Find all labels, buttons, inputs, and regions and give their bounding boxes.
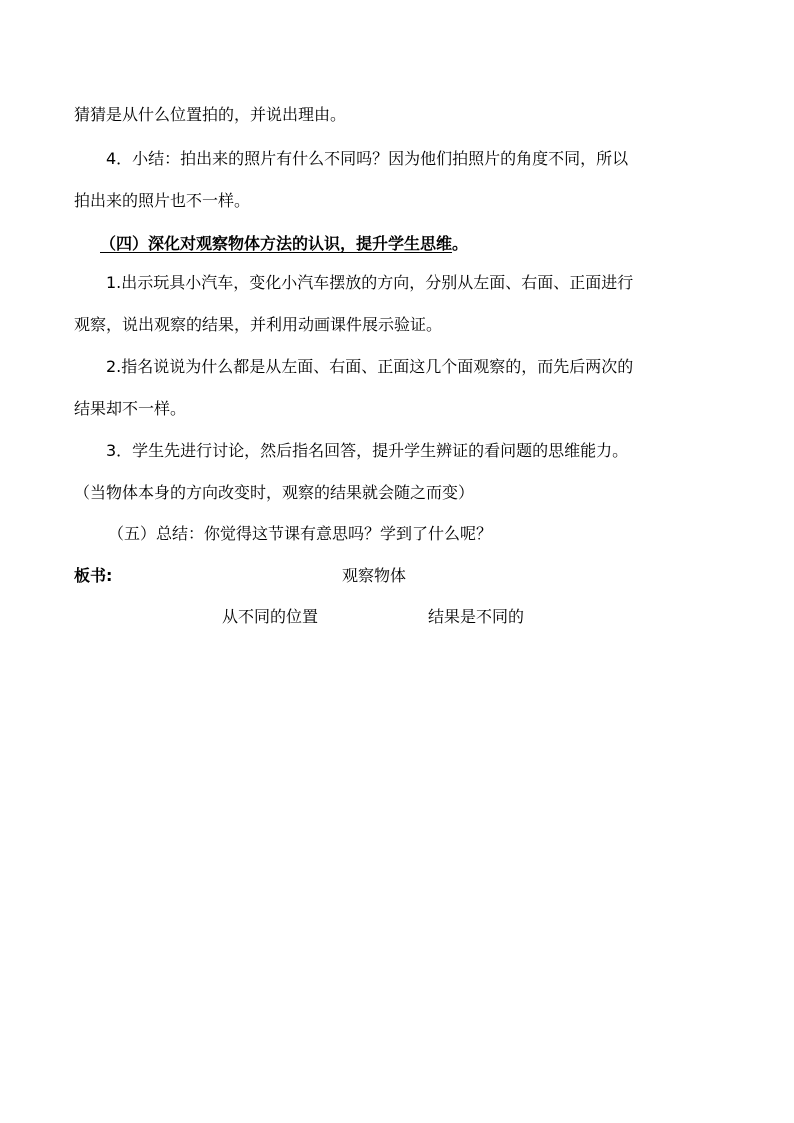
board-left-text: 从不同的位置 — [222, 607, 319, 626]
item-1-line-2: 观察，说出观察的结果，并利用动画课件展示验证。 — [74, 315, 443, 334]
section-5-summary: （五）总结：你觉得这节课有意思吗？学到了什么呢？ — [108, 524, 493, 543]
board-label: 板书: — [74, 566, 113, 585]
summary-paragraph-line-2: 拍出来的照片也不一样。 — [74, 191, 251, 210]
board-right-text: 结果是不同的 — [428, 607, 525, 626]
board-title: 观察物体 — [342, 566, 407, 585]
item-3-line-2: （当物体本身的方向改变时，观察的结果就会随之而变） — [74, 483, 475, 502]
item-1-line-1: 1.出示玩具小汽车，变化小汽车摆放的方向，分别从左面、右面、正面进行 — [106, 273, 634, 292]
section-4-heading — [100, 233, 468, 255]
item-2-line-1: 2.指名说说为什么都是从左面、右面、正面这几个面观察的，而先后两次的 — [106, 357, 634, 376]
item-3-line-1: 3．学生先进行讨论，然后指名回答，提升学生辨证的看问题的思维能力。 — [106, 441, 629, 460]
section-4-heading-text: （四）深化对观察物体方法的认识，提升学生思维 — [100, 234, 453, 253]
section-4-heading-period: 。 — [452, 234, 469, 253]
item-2-line-2: 结果却不一样。 — [74, 399, 187, 418]
paragraph-guess-line: 猜猜是从什么位置拍的，并说出理由。 — [74, 105, 347, 124]
summary-paragraph-line-1: 4．小结：拍出来的照片有什么不同吗？因为他们拍照片的角度不同，所以 — [106, 149, 629, 168]
